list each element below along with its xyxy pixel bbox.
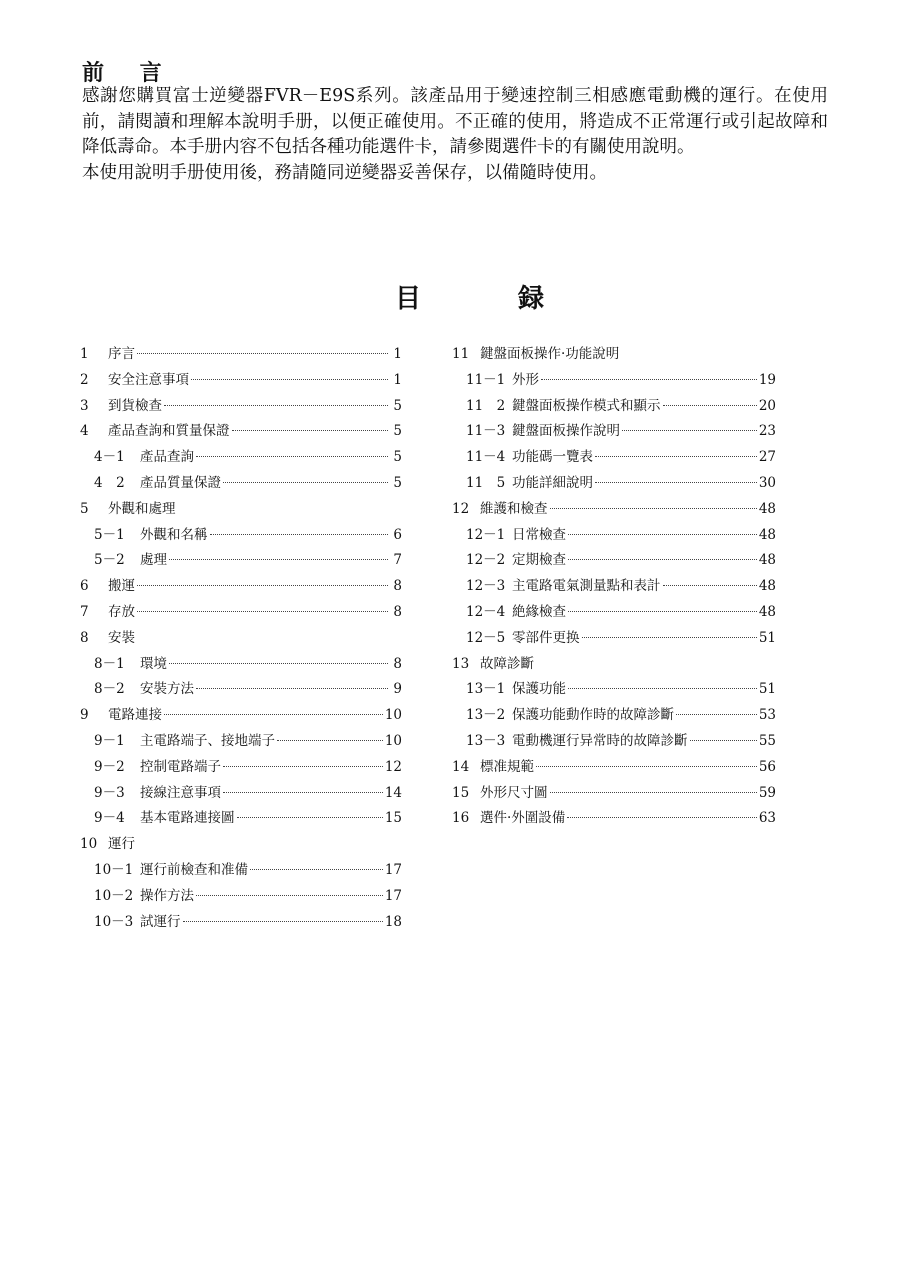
- toc-entry-label: 零部件更换: [512, 629, 580, 646]
- toc-entry-page: 48: [758, 500, 776, 517]
- toc-entry-label: 維護和檢查: [480, 500, 548, 517]
- toc-entry-label: 外形尺寸圖: [480, 784, 548, 801]
- toc-entry-number: 4－1: [94, 449, 125, 466]
- toc-entry[interactable]: [452, 497, 776, 523]
- toc-entry-page: 20: [758, 397, 776, 414]
- toc-dot-leader: [250, 869, 383, 870]
- toc-entry-label: 安全注意事項: [108, 371, 189, 388]
- toc-entry-label: 搬運: [108, 578, 135, 595]
- toc-dot-leader: [568, 688, 757, 689]
- toc-entry-page: 19: [758, 371, 776, 388]
- toc-entry-number: 12－3: [466, 578, 506, 595]
- toc-entry-page: 23: [758, 423, 776, 440]
- toc-entry-page: 6: [393, 526, 402, 543]
- toc-entry-number: 8: [80, 629, 89, 646]
- toc-entry-number: 1: [80, 346, 89, 362]
- toc-entry[interactable]: [80, 445, 402, 471]
- toc-entry-number: 12－1: [466, 526, 506, 543]
- toc-entry-label: 標准規範: [480, 758, 534, 775]
- toc-entry-label: 環境: [140, 655, 167, 672]
- toc-dot-leader: [223, 792, 383, 793]
- toc-entry[interactable]: [452, 419, 776, 445]
- toc-entry-number: 11 2: [466, 397, 506, 414]
- toc-entry-page: 7: [393, 552, 402, 569]
- toc-entry-label: 保護功能動作時的故障診斷: [512, 707, 674, 724]
- toc-dot-leader: [663, 405, 757, 406]
- toc-entry[interactable]: [80, 806, 402, 832]
- toc-entry[interactable]: [80, 394, 402, 420]
- toc-entry-label: 處理: [140, 552, 167, 569]
- toc-entry[interactable]: [80, 626, 402, 652]
- toc-entry[interactable]: [452, 677, 776, 703]
- toc-entry-number: 15: [452, 784, 470, 801]
- toc-entry-number: 7: [80, 603, 89, 620]
- toc-entry-label: 序言: [108, 346, 135, 362]
- toc-entry-number: 12－5: [466, 629, 506, 646]
- toc-entry-page: 27: [758, 449, 776, 466]
- toc-entry-page: 17: [384, 887, 402, 904]
- toc-dot-leader: [595, 456, 757, 457]
- toc-dot-leader: [663, 585, 757, 586]
- toc-entry-page: 51: [758, 681, 776, 698]
- toc-entry-number: 11－1: [466, 371, 506, 388]
- toc-entry-page: 63: [758, 810, 776, 827]
- toc-entry[interactable]: [80, 600, 402, 626]
- toc-entry-number: 12－4: [466, 603, 506, 620]
- toc-dot-leader: [196, 688, 388, 689]
- toc-entry[interactable]: [452, 523, 776, 549]
- toc-entry-number: 8－1: [94, 655, 125, 672]
- toc-entry-page: 48: [758, 552, 776, 569]
- toc-entry-number: 11－3: [466, 423, 506, 440]
- toc-dot-leader: [541, 379, 757, 380]
- toc-entry-number: 13－1: [466, 681, 506, 698]
- toc-entry-page: 5: [393, 474, 402, 491]
- toc-entry-page: 5: [393, 449, 402, 466]
- toc-dot-leader: [223, 766, 383, 767]
- toc-dot-leader: [676, 714, 757, 715]
- toc-entry-number: 13: [452, 655, 470, 672]
- toc-entry[interactable]: [80, 781, 402, 807]
- toc-entry-number: 5－2: [94, 552, 125, 569]
- toc-dot-leader: [567, 817, 757, 818]
- toc-dot-leader: [169, 559, 388, 560]
- toc-entry-number: 10－2: [94, 887, 134, 904]
- toc-entry[interactable]: [452, 574, 776, 600]
- toc-dot-leader: [196, 895, 383, 896]
- toc-entry-page: 8: [393, 655, 402, 672]
- toc-entry[interactable]: [452, 548, 776, 574]
- toc-entry-label: 主電路端子、接地端子: [140, 732, 275, 749]
- toc-entry-number: 12－2: [466, 552, 506, 569]
- toc-entry-page: 10: [384, 707, 402, 724]
- toc-entry-page: 48: [758, 603, 776, 620]
- toc-entry-page: 53: [758, 707, 776, 724]
- toc-entry-page: 59: [758, 784, 776, 801]
- toc-entry-number: 9: [80, 707, 89, 724]
- toc-entry[interactable]: [80, 729, 402, 755]
- toc-entry-page: 8: [393, 603, 402, 620]
- toc-entry-page: 48: [758, 578, 776, 595]
- toc-dot-leader: [690, 740, 757, 741]
- toc-entry-number: 9－1: [94, 732, 125, 749]
- toc-entry-page: 56: [758, 758, 776, 775]
- toc-dot-leader: [137, 353, 388, 354]
- toc-dot-leader: [196, 456, 388, 457]
- toc-entry[interactable]: [80, 574, 402, 600]
- toc-entry-number: 11: [452, 346, 470, 362]
- toc-entry-page: 15: [384, 810, 402, 827]
- toc-entry-number: 9－2: [94, 758, 125, 775]
- toc-entry-label: 安裝: [108, 629, 135, 646]
- toc-entry-page: 5: [393, 397, 402, 414]
- toc-entry-label: 外形: [512, 371, 539, 388]
- toc-entry-label: 運行前檢查和准備: [140, 861, 248, 878]
- toc-dot-leader: [595, 482, 757, 483]
- toc-entry[interactable]: [452, 806, 776, 832]
- toc-dot-leader: [568, 611, 757, 612]
- toc-entry-label: 選件·外圍設備: [480, 810, 566, 827]
- toc-entry-label: 鍵盤面板操作說明: [512, 423, 620, 440]
- toc-entry[interactable]: [80, 497, 402, 523]
- toc-dot-leader: [568, 534, 757, 535]
- toc-entry-page: 55: [758, 732, 776, 749]
- toc-entry[interactable]: [80, 652, 402, 678]
- toc-entry-page: 12: [384, 758, 402, 775]
- toc-entry[interactable]: [80, 677, 402, 703]
- toc-entry[interactable]: [452, 703, 776, 729]
- toc-entry-number: 3: [80, 397, 89, 414]
- toc-entry-label: 運行: [108, 836, 135, 853]
- toc-entry-label: 鍵盤面板操作模式和顯示: [512, 397, 661, 414]
- toc-dot-leader: [550, 792, 757, 793]
- toc-dot-leader: [164, 405, 388, 406]
- toc-dot-leader: [164, 714, 383, 715]
- toc-entry-page: 48: [758, 526, 776, 543]
- toc-entry-number: 10: [80, 836, 98, 853]
- toc-entry[interactable]: [452, 368, 776, 394]
- toc-dot-leader: [550, 508, 757, 509]
- toc-entry[interactable]: [452, 781, 776, 807]
- toc-dot-leader: [277, 740, 383, 741]
- toc-entry[interactable]: [80, 548, 402, 574]
- toc-entry-label: 接線注意事項: [140, 784, 221, 801]
- toc-entry-label: 主電路電氣測量點和表計: [512, 578, 661, 595]
- toc-entry-number: 9－3: [94, 784, 125, 801]
- toc-entry[interactable]: [80, 342, 402, 368]
- toc-entry-label: 基本電路連接圖: [140, 810, 235, 827]
- toc-entry-label: 產品質量保證: [140, 474, 221, 491]
- toc-entry-label: 試運行: [140, 913, 181, 930]
- toc-dot-leader: [536, 766, 757, 767]
- toc-entry-number: 16: [452, 810, 470, 827]
- toc-entry-page: 5: [393, 423, 402, 440]
- toc-entry-label: 定期檢查: [512, 552, 566, 569]
- toc-entry[interactable]: [80, 858, 402, 884]
- toc-entry-number: 4 2: [94, 474, 125, 491]
- toc-dot-leader: [183, 921, 383, 922]
- toc-entry-page: 10: [384, 732, 402, 749]
- toc-entry-label: 外觀和處理: [108, 500, 176, 517]
- toc-entry-number: 5－1: [94, 526, 125, 543]
- toc-entry-page: 18: [384, 913, 402, 930]
- toc-entry[interactable]: [452, 471, 776, 497]
- toc-entry-number: 6: [80, 578, 89, 595]
- toc-entry[interactable]: [452, 394, 776, 420]
- toc-dot-leader: [137, 585, 388, 586]
- toc-entry-label: 到貨檢查: [108, 397, 162, 414]
- toc-entry-label: 功能碼一覽表: [512, 449, 593, 466]
- toc-entry-page: 1: [393, 371, 402, 388]
- toc-entry-label: 絶緣檢查: [512, 603, 566, 620]
- toc-entry-number: 11 5: [466, 474, 506, 491]
- toc-entry[interactable]: [80, 884, 402, 910]
- toc-entry[interactable]: [80, 471, 402, 497]
- toc-entry-label: 產品查詢和質量保證: [108, 423, 230, 440]
- preface-title: 前 言: [82, 61, 176, 86]
- toc-dot-leader: [568, 559, 757, 560]
- toc-dot-leader: [191, 379, 388, 380]
- toc-entry-page: 17: [384, 861, 402, 878]
- toc-entry-number: 14: [452, 758, 470, 775]
- toc-entry[interactable]: [80, 703, 402, 729]
- toc-entry-number: 10－3: [94, 913, 134, 930]
- toc-entry-page: 51: [758, 629, 776, 646]
- toc-entry-number: 11－4: [466, 449, 506, 466]
- toc-entry-label: 外觀和名稱: [140, 526, 208, 543]
- toc-entry-number: 13－3: [466, 732, 506, 749]
- toc-right-column: [452, 342, 776, 832]
- toc-dot-leader: [582, 637, 757, 638]
- toc-entry-label: 鍵盤面板操作·功能說明: [480, 346, 620, 362]
- toc-entry-number: 2: [80, 371, 89, 388]
- toc-entry-label: 保護功能: [512, 681, 566, 698]
- toc-entry-label: 產品查詢: [140, 449, 194, 466]
- toc-entry-number: 4: [80, 423, 89, 440]
- toc-entry-number: 13－2: [466, 707, 506, 724]
- toc-entry-page: 14: [384, 784, 402, 801]
- toc-entry-number: 12: [452, 500, 470, 517]
- toc-entry-label: 存放: [108, 603, 135, 620]
- toc-entry[interactable]: [452, 626, 776, 652]
- toc-dot-leader: [232, 430, 389, 431]
- toc-entry[interactable]: [80, 368, 402, 394]
- toc-entry[interactable]: [452, 652, 776, 678]
- toc-entry-page: 1: [393, 346, 402, 362]
- toc-dot-leader: [223, 482, 388, 483]
- toc-entry-number: 8－2: [94, 681, 125, 698]
- toc-dot-leader: [622, 430, 757, 431]
- toc-entry-page: 8: [393, 578, 402, 595]
- toc-entry[interactable]: [80, 832, 402, 858]
- toc-dot-leader: [210, 534, 389, 535]
- toc-entry-number: 9－4: [94, 810, 125, 827]
- toc-dot-leader: [237, 817, 383, 818]
- toc-entry-label: 電路連接: [108, 707, 162, 724]
- toc-entry[interactable]: [80, 419, 402, 445]
- toc-entry-label: 安裝方法: [140, 681, 194, 698]
- toc-entry[interactable]: [452, 729, 776, 755]
- toc-entry-label: 故障診斷: [480, 655, 534, 672]
- toc-entry[interactable]: [452, 342, 776, 368]
- toc-dot-leader: [169, 663, 388, 664]
- toc-entry[interactable]: [80, 910, 402, 936]
- toc-entry[interactable]: [80, 755, 402, 781]
- toc-entry-label: 功能詳細說明: [512, 474, 593, 491]
- preface-paragraph: 本使用說明手册使用後，務請隨同逆變器妥善保存，以備隨時使用。: [82, 162, 607, 183]
- toc-entry-number: 10－1: [94, 861, 134, 878]
- toc-entry[interactable]: [452, 600, 776, 626]
- toc-entry[interactable]: [80, 523, 402, 549]
- toc-entry-label: 電動機運行异常時的故障診斷: [512, 732, 688, 749]
- preface-paragraph: 感謝您購買富士逆變器FVR－E9S系列。該產品用于變速控制三相感應電動機的運行。在使用前，請閱讀和理解本說明手册，以便正確使用。不正確的使用，將造成不正常運行或引起故障和降低壽命。本手册内容不包括各種功能選件卡，請參閱選件卡的有關使用說明。: [82, 86, 828, 157]
- toc-entry-page: 9: [393, 681, 402, 698]
- toc-entry-number: 5: [80, 500, 89, 517]
- toc-left-column: [80, 342, 402, 935]
- toc-dot-leader: [137, 611, 388, 612]
- toc-entry[interactable]: [452, 755, 776, 781]
- toc-entry-label: 控制電路端子: [140, 758, 221, 775]
- toc-entry-label: 操作方法: [140, 887, 194, 904]
- toc-entry-label: 日常檢查: [512, 526, 566, 543]
- preface-body: [82, 84, 828, 186]
- toc-entry[interactable]: [452, 445, 776, 471]
- toc-title: 目 録: [395, 284, 589, 314]
- toc-entry-page: 30: [758, 474, 776, 491]
